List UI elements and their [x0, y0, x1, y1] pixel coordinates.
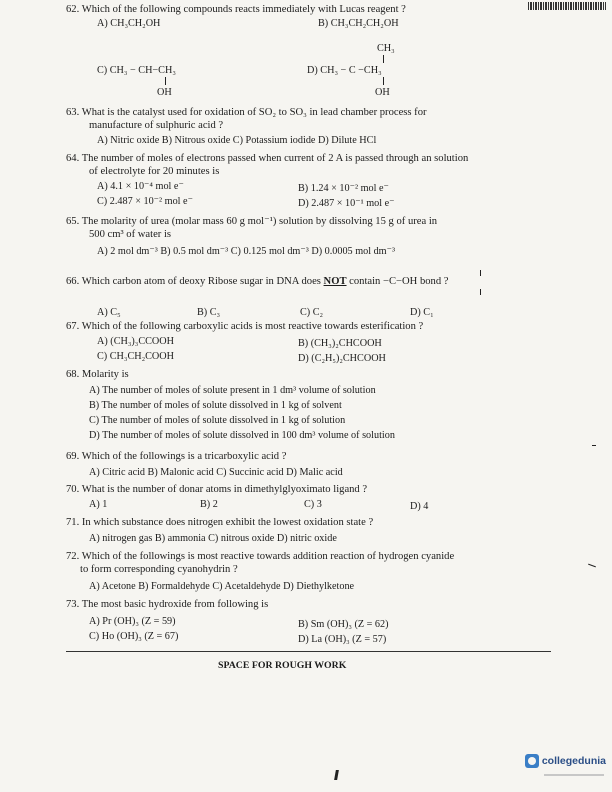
q68-option-a: A) The number of moles of solute present in 1 dm³ volume of solution — [89, 385, 376, 396]
logo-icon — [525, 754, 539, 768]
rough-work-label: SPACE FOR ROUGH WORK — [218, 660, 347, 671]
section-divider — [66, 651, 551, 652]
q69-options: A) Citric acid B) Malonic acid C) Succinic acid D) Malic acid — [89, 467, 343, 478]
q62-option-a: A) CH₃CH₂OH — [97, 18, 161, 29]
q62-option-d: D) CH₃ − C −CH₃ — [307, 65, 382, 76]
q67-question: 67. Which of the following carboxylic acids is most reactive towards esterification ? — [66, 321, 424, 332]
q68-option-c: C) The number of moles of solute dissolved in 1 kg of solution — [89, 415, 346, 426]
q68-question: 68. Molarity is — [66, 369, 129, 380]
q70-question: 70. What is the number of donar atoms in dimethylglyoximato ligand ? — [66, 484, 368, 495]
q73-option-d: D) La (OH)₃ (Z = 57) — [298, 634, 387, 645]
q70-option-d: D) 4 — [410, 501, 429, 512]
q63-options: A) Nitric oxide B) Nitrous oxide C) Potassium iodide D) Dilute HCl — [97, 135, 377, 146]
q66-question — [66, 275, 449, 288]
q69-question: 69. Which of the followings is a tricarboxylic acid ? — [66, 451, 287, 462]
q67-option-a: A) (CH₃)₃CCOOH — [97, 336, 174, 347]
bond-line — [480, 270, 481, 276]
q62-option-d-oh: OH — [375, 87, 390, 98]
q66-question-post: contain −C−OH bond ? — [346, 276, 449, 287]
q62-option-b: B) CH₃CH₂CH₂OH — [318, 18, 399, 29]
q62-option-c: C) CH₃ − CH−CH₃ — [97, 65, 176, 76]
q68-option-d: D) The number of moles of solute dissolved in 100 dm³ volume of solution — [89, 430, 395, 441]
brand-tagline-bar — [544, 774, 604, 776]
q64-question-line1: 64. The number of moles of electrons passed when current of 2 A is passed through an solution — [66, 153, 469, 164]
q70-option-b: B) 2 — [200, 499, 218, 510]
q62-option-c-oh: OH — [157, 87, 172, 98]
q66-option-c: C) C₂ — [300, 307, 324, 318]
q66-question-not: NOT — [323, 276, 347, 287]
q73-option-c: C) Ho (OH)₃ (Z = 67) — [89, 631, 179, 642]
q65-question-line1: 65. The molarity of urea (molar mass 60 g mol⁻¹) solution by dissolving 15 g of urea in — [66, 216, 438, 227]
q73-option-a: A) Pr (OH)₃ (Z = 59) — [89, 616, 176, 627]
q64-option-b: B) 1.24 × 10⁻² mol e⁻ — [298, 183, 389, 194]
q67-option-b: B) (CH₃)₂CHCOOH — [298, 338, 382, 349]
bond-line — [383, 55, 384, 63]
bond-line — [383, 77, 384, 85]
q72-question-line2: to form corresponding cyanohydrin ? — [80, 564, 238, 575]
bond-line — [165, 77, 166, 85]
barcode-strip — [528, 2, 606, 10]
q66-option-b: B) C₃ — [197, 307, 221, 318]
q65-options: A) 2 mol dm⁻³ B) 0.5 mol dm⁻³ C) 0.125 mol dm⁻³ D) 0.0005 mol dm⁻³ — [97, 246, 396, 257]
q62-question: 62. Which of the following compounds reacts immediately with Lucas reagent ? — [66, 4, 406, 15]
q67-option-c: C) CH₃CH₂COOH — [97, 351, 175, 362]
q71-question: 71. In which substance does nitrogen exhibit the lowest oxidation state ? — [66, 517, 374, 528]
q65-question-line2: 500 cm³ of water is — [89, 229, 172, 240]
q66-option-d: D) C₁ — [410, 307, 434, 318]
q68-option-b: B) The number of moles of solute dissolved in 1 kg of solvent — [89, 400, 342, 411]
q63-question-line2: manufacture of sulphuric acid ? — [89, 120, 224, 131]
q64-option-c: C) 2.487 × 10⁻² mol e⁻ — [97, 196, 193, 207]
q70-option-a: A) 1 — [89, 499, 108, 510]
brand-name: collegedunia — [541, 755, 606, 767]
q66-question-pre: 66. Which carbon atom of deoxy Ribose sugar in DNA does — [66, 276, 324, 287]
q66-option-a: A) C₅ — [97, 307, 121, 318]
q70-option-c: C) 3 — [304, 499, 322, 510]
q64-option-a: A) 4.1 × 10⁻⁴ mol e⁻ — [97, 181, 184, 192]
scan-mark — [334, 770, 339, 780]
scan-mark — [588, 564, 596, 568]
q73-question: 73. The most basic hydroxide from following is — [66, 599, 269, 610]
q67-option-d: D) (C₂H₅)₂CHCOOH — [298, 353, 386, 364]
q72-options: A) Acetone B) Formaldehyde C) Acetaldehyde D) Diethylketone — [89, 581, 355, 592]
bond-line — [480, 289, 481, 295]
q64-question-line2: of electrolyte for 20 minutes is — [89, 166, 220, 177]
q71-options: A) nitrogen gas B) ammonia C) nitrous oxide D) nitric oxide — [89, 533, 337, 544]
brand-logo — [525, 754, 606, 768]
q63-question-line1: 63. What is the catalyst used for oxidation of SO₂ to SO₃ in lead chamber process for — [66, 107, 427, 118]
scan-mark — [592, 445, 596, 446]
q64-option-d: D) 2.487 × 10⁻¹ mol e⁻ — [298, 198, 395, 209]
q62-option-d-top: CH₃ — [377, 43, 395, 54]
q72-question-line1: 72. Which of the followings is most reactive towards addition reaction of hydrogen cyanide — [66, 551, 455, 562]
q73-option-b: B) Sm (OH)₃ (Z = 62) — [298, 619, 389, 630]
